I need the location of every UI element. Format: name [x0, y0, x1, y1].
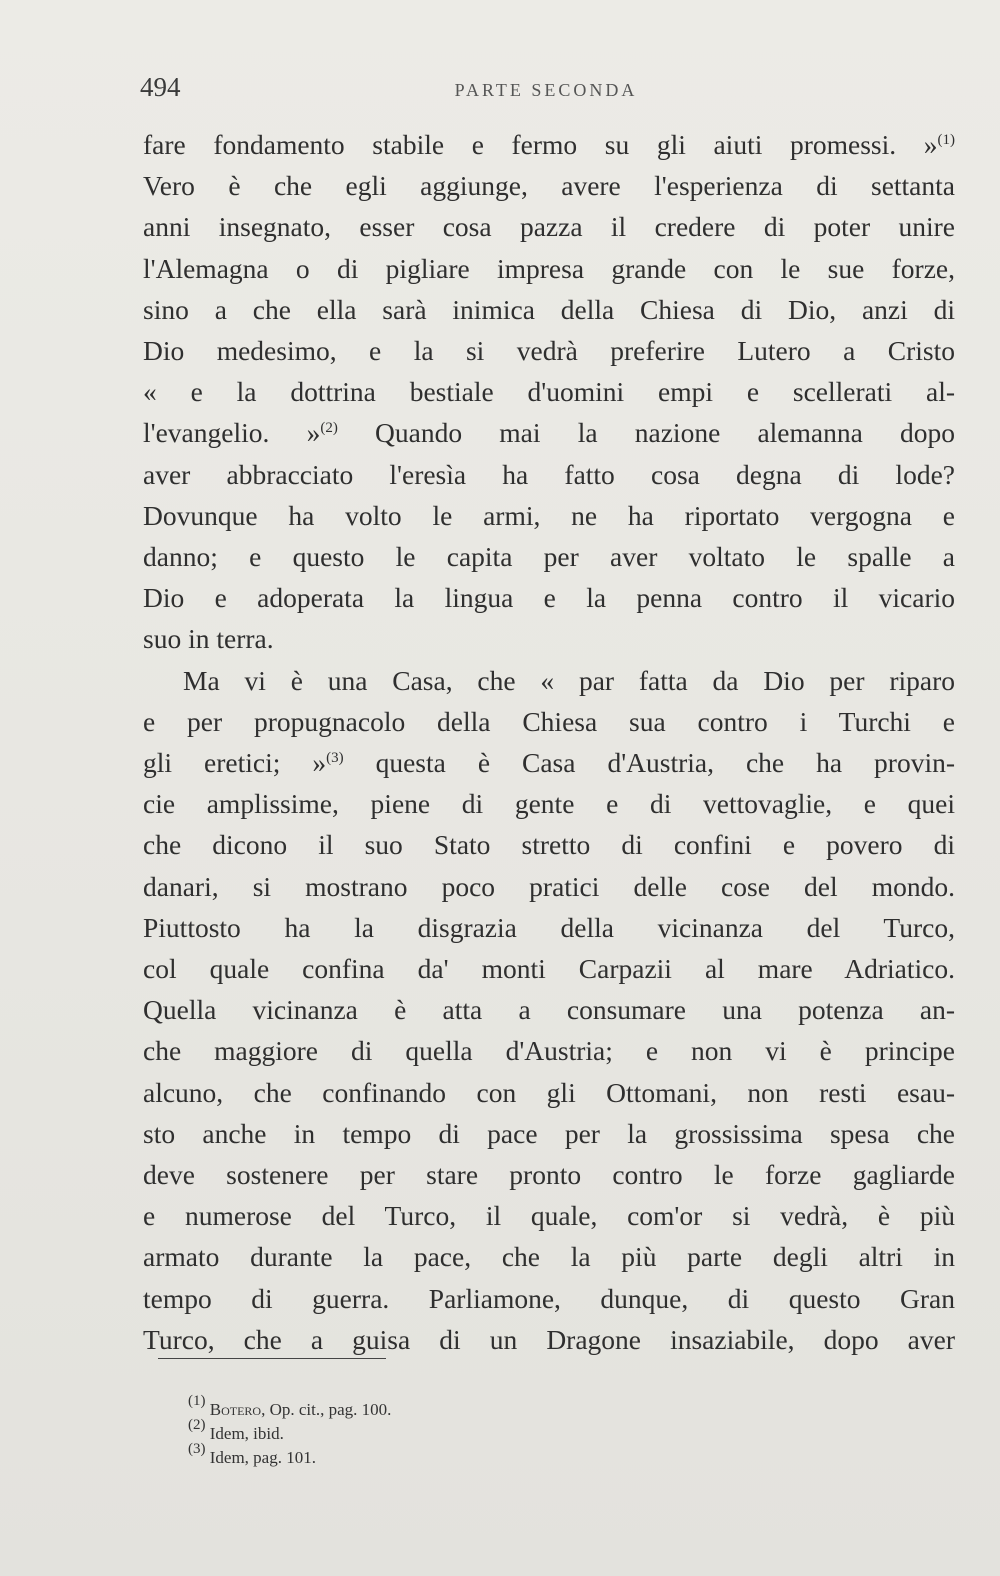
- page-number: 494: [140, 72, 181, 102]
- text-line: gli eretici; »$^{(3)}$ questa è Casa d'Austria, che ha provin-: [143, 747, 955, 779]
- running-head: PARTE SECONDA: [454, 80, 638, 100]
- text-line: l'Alemagna o di pigliare impresa grande con le sue forze,: [143, 252, 955, 284]
- footnote-divider: [158, 1358, 386, 1359]
- text-line: Dio medesimo, e la si vedrà preferire Lutero a Cristo: [143, 335, 955, 367]
- text-line: l'evangelio. »$^{(2)}$ Quando mai la nazione alemanna dopo: [143, 417, 956, 449]
- footnote-ref: (3): [326, 750, 344, 767]
- page-header: [140, 72, 952, 112]
- text-line: e per propugnacolo della Chiesa sua contro i Turchi e: [143, 705, 955, 737]
- footnote: (3) Idem, pag. 101.: [188, 1441, 316, 1467]
- text-line: Dovunque ha volto le armi, ne ha riportato vergogna e: [143, 499, 955, 531]
- text-line: Quella vicinanza è atta a consumare una potenza an-: [143, 994, 955, 1026]
- text-line: Piuttosto ha la disgrazia della vicinanza del Turco,: [143, 911, 955, 943]
- text-line: sto anche in tempo di pace per la grossissima spesa che: [143, 1117, 955, 1149]
- footnote-ref: (1): [937, 132, 955, 148]
- text-line: fare fondamento stabile e fermo su gli aiuti promessi. »$^{(1)}$: [143, 129, 955, 160]
- text-line: armato durante la pace, che la più parte degli altri in: [143, 1241, 955, 1273]
- body-text: [143, 124, 955, 1360]
- text-line: « e la dottrina bestiale d'uomini empi e scellerati al-: [143, 376, 955, 408]
- footnote: (1) Botero, Op. cit., pag. 100.: [188, 1393, 392, 1419]
- text-line: anni insegnato, esser cosa pazza il credere di poter unire: [143, 211, 955, 243]
- text-line: danari, si mostrano poco pratici delle cose del mondo.: [143, 870, 955, 902]
- text-line: deve sostenere per stare pronto contro le forze gagliarde: [143, 1159, 955, 1191]
- text-line: Vero è che egli aggiunge, avere l'esperienza di settanta: [143, 170, 955, 202]
- text-line: Turco, che a guisa di un Dragone insaziabile, dopo aver: [143, 1323, 955, 1355]
- text-line: Dio e adoperata la lingua e la penna contro il vicario: [143, 582, 955, 614]
- text-line: che maggiore di quella d'Austria; e non vi è principe: [143, 1035, 955, 1067]
- text-line: danno; e questo le capita per aver voltato le spalle a: [143, 541, 955, 573]
- text-line: col quale confina da' monti Carpazii al mare Adriatico.: [143, 953, 955, 985]
- footnote: (2) Idem, ibid.: [188, 1417, 284, 1443]
- text-line: sino a che ella sarà inimica della Chiesa di Dio, anzi di: [143, 293, 955, 325]
- text-line: e numerose del Turco, il quale, com'or si vedrà, è più: [143, 1200, 955, 1232]
- text-line: alcuno, che confinando con gli Ottomani, non resti esau-: [143, 1076, 955, 1108]
- text-line: cie amplissime, piene di gente e di vettovaglie, e quei: [143, 788, 955, 820]
- footnote-ref: (2): [320, 420, 338, 437]
- text-line: Ma vi è una Casa, che « par fatta da Dio per riparo: [183, 664, 955, 696]
- text-line: aver abbracciato l'eresìa ha fatto cosa degna di lode?: [143, 458, 955, 490]
- footnotes: [188, 1393, 688, 1470]
- text-line: tempo di guerra. Parliamone, dunque, di questo Gran: [143, 1282, 955, 1314]
- text-line: suo in terra.: [143, 623, 274, 655]
- text-line: che dicono il suo Stato stretto di confini e povero di: [143, 829, 955, 861]
